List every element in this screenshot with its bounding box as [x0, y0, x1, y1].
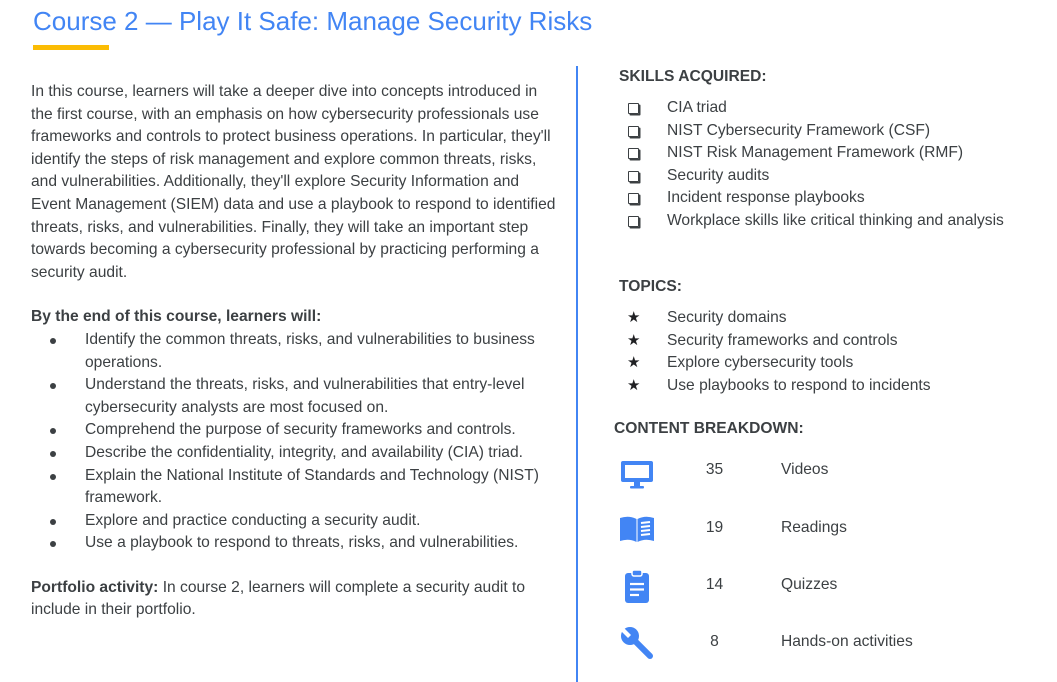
bullet-icon [50, 428, 56, 434]
list-item [627, 307, 931, 330]
topics-heading: TOPICS: [619, 278, 682, 295]
bullet-icon [50, 338, 56, 344]
column-divider [576, 66, 578, 682]
goal-text: Understand the threats, risks, and vulnerabilities that entry-level cybersecurity analysts are most focused on. [85, 376, 525, 416]
list-item [31, 465, 561, 510]
topic-text: Use playbooks to respond to incidents [667, 376, 931, 394]
checkbox-icon [628, 171, 639, 182]
breakdown-count: 8 [710, 633, 719, 650]
page-title: Course 2 — Play It Safe: Manage Security Risks [33, 6, 593, 36]
skill-text: Workplace skills like critical thinking and analysis [667, 211, 1004, 229]
goal-text: Use a playbook to respond to threats, risks, and vulnerabilities. [85, 534, 519, 552]
goal-text: Identify the common threats, risks, and vulnerabilities to business operations. [85, 330, 535, 371]
goals-list [31, 329, 561, 555]
portfolio-text: In course 2, learners will complete a security audit to include in their portfolio. [31, 578, 525, 619]
skill-text: NIST Cybersecurity Framework (CSF) [667, 121, 931, 139]
checkbox-icon [628, 216, 639, 227]
bullet-icon [50, 451, 56, 457]
bullet-icon [50, 519, 56, 525]
topic-text: Security frameworks and controls [667, 331, 898, 349]
list-item [31, 374, 561, 419]
portfolio-activity [31, 577, 561, 622]
breakdown-row-readings [617, 509, 1037, 549]
list-item [627, 210, 1004, 233]
breakdown-row-videos [617, 451, 1037, 491]
list-item [627, 120, 1004, 143]
list-item [31, 532, 561, 555]
goal-text: Comprehend the purpose of security frameworks and controls. [85, 421, 516, 439]
breakdown-count: 19 [705, 519, 724, 536]
book-icon [617, 509, 657, 549]
topic-text: Explore cybersecurity tools [667, 354, 854, 372]
list-item [31, 510, 561, 533]
breakdown-count: 35 [705, 461, 724, 478]
topic-text: Security domains [667, 309, 787, 326]
checkbox-icon [628, 148, 639, 159]
list-item [31, 329, 561, 374]
list-item [31, 419, 561, 442]
breakdown-label: Readings [781, 519, 847, 536]
list-item [627, 97, 1004, 120]
list-item [627, 187, 1004, 210]
bullet-icon [50, 541, 56, 547]
breakdown-row-hands-on [617, 623, 1037, 663]
goals-heading: By the end of this course, learners will: [31, 308, 322, 326]
monitor-icon [617, 451, 657, 491]
skills-list [627, 97, 1004, 233]
list-item [627, 142, 1004, 165]
star-icon: ★ [627, 309, 641, 326]
breakdown-label: Quizzes [781, 576, 838, 593]
skills-heading: SKILLS ACQUIRED: [619, 68, 767, 85]
checkbox-icon [628, 103, 639, 114]
list-item [627, 165, 1004, 188]
checkbox-icon [628, 193, 639, 204]
list-item [31, 442, 561, 465]
bullet-icon [50, 383, 56, 389]
checkbox-icon [628, 126, 639, 137]
star-icon: ★ [627, 331, 641, 349]
goal-text: Explain the National Institute of Standards and Technology (NIST) framework. [85, 466, 539, 507]
topics-list [627, 307, 931, 397]
course-intro: In this course, learners will take a deeper dive into concepts introduced in the first course, with an emphasis on how cybersecurity professionals use frameworks and controls to protect business operations. In particular, they'll identify the steps of risk management and explore common threats, risks, and vulnerabilities. Additionally, they'll explore Security Information and Event Management (SIEM) data and use a playbook to respond to identified threats, risks, and vulnerabilities. Finally, they will take an important step towards becoming a cybersecurity professional by practicing performing a security audit. [31, 83, 556, 281]
title-underline [33, 45, 109, 50]
breakdown-label: Hands-on activities [781, 633, 913, 650]
clipboard-icon [617, 566, 657, 606]
list-item [627, 330, 931, 353]
skill-text: CIA triad [667, 99, 727, 116]
star-icon: ★ [627, 376, 641, 394]
star-icon: ★ [627, 354, 641, 372]
list-item [627, 352, 931, 375]
skill-text: NIST Risk Management Framework (RMF) [667, 144, 964, 162]
goal-text: Explore and practice conducting a security audit. [85, 511, 421, 529]
bullet-icon [50, 474, 56, 480]
skill-text: Security audits [667, 166, 770, 184]
list-item [627, 375, 931, 398]
goal-text: Describe the confidentiality, integrity, and availability (CIA) triad. [85, 443, 523, 461]
wrench-icon [617, 623, 657, 663]
breakdown-row-quizzes [617, 566, 1037, 606]
skill-text: Incident response playbooks [667, 189, 865, 207]
breakdown-label: Videos [781, 461, 829, 478]
course-overview [31, 81, 561, 622]
portfolio-label: Portfolio activity: [31, 578, 159, 596]
breakdown-count: 14 [705, 576, 724, 593]
content-breakdown-heading: CONTENT BREAKDOWN: [614, 420, 804, 437]
